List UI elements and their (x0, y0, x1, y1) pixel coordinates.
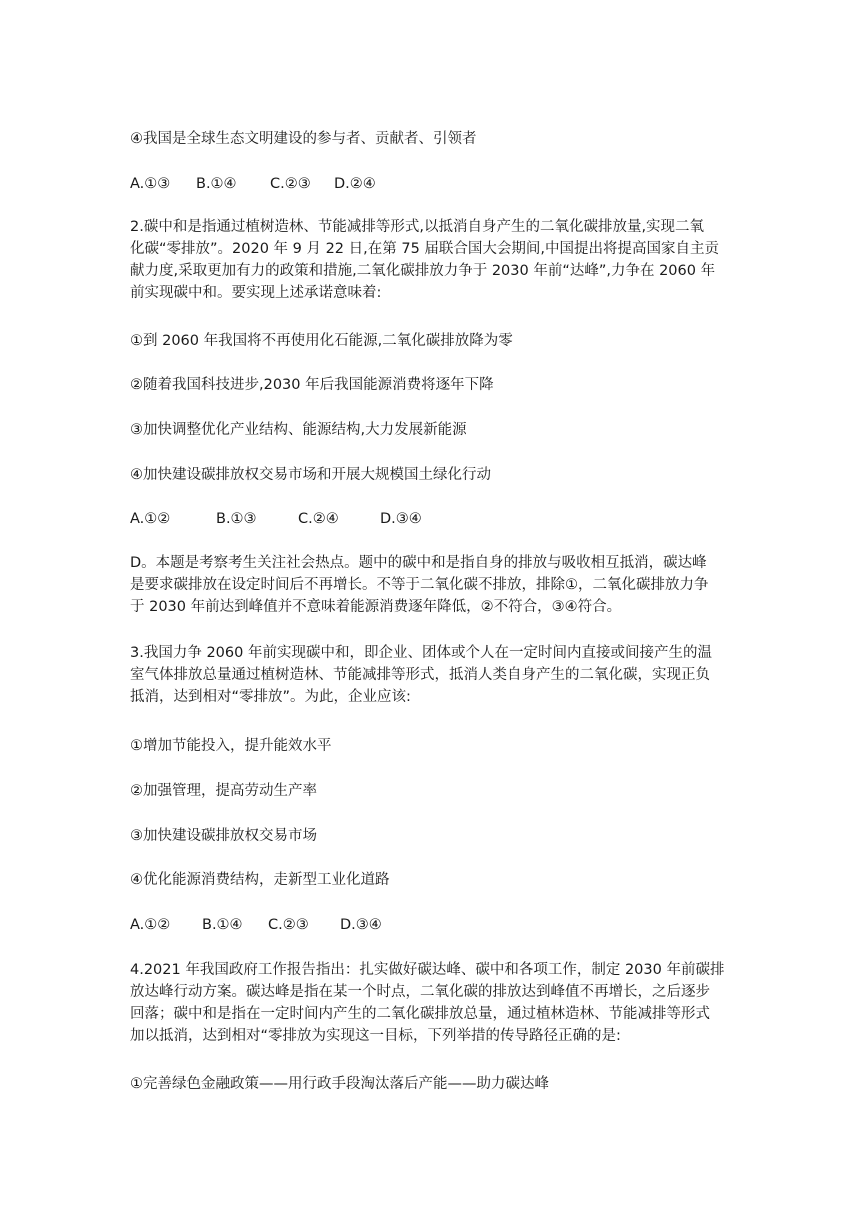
q2-options (130, 508, 730, 530)
q2-line: 献力度,采取更加有力的政策和措施,二氧化碳排放力争于 2030 年前“达峰”,力争在 2060 年 (130, 263, 716, 279)
option-a: A.①② (130, 511, 171, 527)
option-d: D.③④ (380, 511, 422, 527)
q4-line: 回落；碳中和是指在一定时间内产生的二氧化碳排放总量，通过植林造林、节能减排等形式 (130, 1006, 710, 1022)
q2-line: 2.碳中和是指通过植树造林、节能减排等形式,以抵消自身产生的二氧化碳排放量,实现二氧 (130, 219, 705, 235)
option-a: A.①③ (130, 176, 171, 192)
answer-line: 是要求碳排放在设定时间后不再增长。不等于二氧化碳不排放，排除①，二氧化碳排放力争 (130, 577, 709, 593)
option-c: C.②④ (298, 511, 339, 527)
option-d: D.③④ (340, 917, 382, 933)
option-b: B.①④ (196, 176, 237, 192)
option-b: B.①③ (216, 511, 257, 527)
question-4-stem (130, 959, 730, 1047)
q3-line: 室气体排放总量通过植树造林、节能减排等形式，抵消人类自身产生的二氧化碳，实现正负 (130, 667, 710, 683)
q4-line: 放达峰行动方案。碳达峰是指在某一个时点，二氧化碳的排放达到峰值不再增长，之后逐步 (130, 984, 710, 1000)
q2-statement-1: ①到 2060 年我国将不再使用化石能源,二氧化碳排放降为零 (130, 333, 513, 349)
option-c: C.②③ (268, 917, 309, 933)
q2-line: 化碳“零排放”。2020 年 9 月 22 日,在第 75 届联合国大会期间,中国提出将提高国家自主贡 (130, 241, 720, 257)
answer-line: D。本题是考察考生关注社会热点。题中的碳中和是指自身的排放与吸收相互抵消，碳达峰 (130, 555, 707, 571)
q3-line: 3.我国力争 2060 年前实现碳中和，即企业、团体或个人在一定时间内直接或间接产生的温 (130, 645, 712, 661)
q2-line: 前实现碳中和。要实现上述承诺意味着: (130, 285, 382, 301)
q1-statement-4: ④我国是全球生态文明建设的参与者、贡献者、引领者 (130, 131, 477, 147)
q4-line: 4.2021 年我国政府工作报告指出：扎实做好碳达峰、碳中和各项工作，制定 2030 年前碳排 (130, 962, 725, 978)
answer-line: 于 2030 年前达到峰值并不意味着能源消费逐年降低，②不符合，③④符合。 (130, 599, 622, 615)
q2-statement-3: ③加快调整优化产业结构、能源结构,大力发展新能源 (130, 422, 467, 438)
q3-statement-1: ①增加节能投入，提升能效水平 (130, 738, 332, 754)
option-b: B.①④ (202, 917, 243, 933)
q3-line: 抵消，达到相对“零排放”。为此，企业应该: (130, 689, 411, 705)
question-2-stem (130, 216, 730, 304)
question-2-answer (130, 552, 730, 618)
option-a: A.①② (130, 917, 171, 933)
q4-statement-1: ①完善绿色金融政策——用行政手段淘汰落后产能——助力碳达峰 (130, 1076, 549, 1092)
question-3-stem (130, 642, 730, 708)
option-c: C.②③ (270, 176, 311, 192)
q3-statement-3: ③加快建设碳排放权交易市场 (130, 828, 317, 844)
q2-statement-4: ④加快建设碳排放权交易市场和开展大规模国土绿化行动 (130, 467, 491, 483)
option-d: D.②④ (334, 176, 376, 192)
q1-options (130, 173, 730, 195)
q4-line: 加以抵消，达到相对“零排放为实现这一目标，下列举措的传导路径正确的是: (130, 1028, 621, 1044)
q3-statement-2: ②加强管理，提高劳动生产率 (130, 783, 317, 799)
q2-statement-2: ②随着我国科技进步,2030 年后我国能源消费将逐年下降 (130, 377, 494, 393)
q3-options (130, 914, 730, 936)
q3-statement-4: ④优化能源消费结构，走新型工业化道路 (130, 872, 390, 888)
